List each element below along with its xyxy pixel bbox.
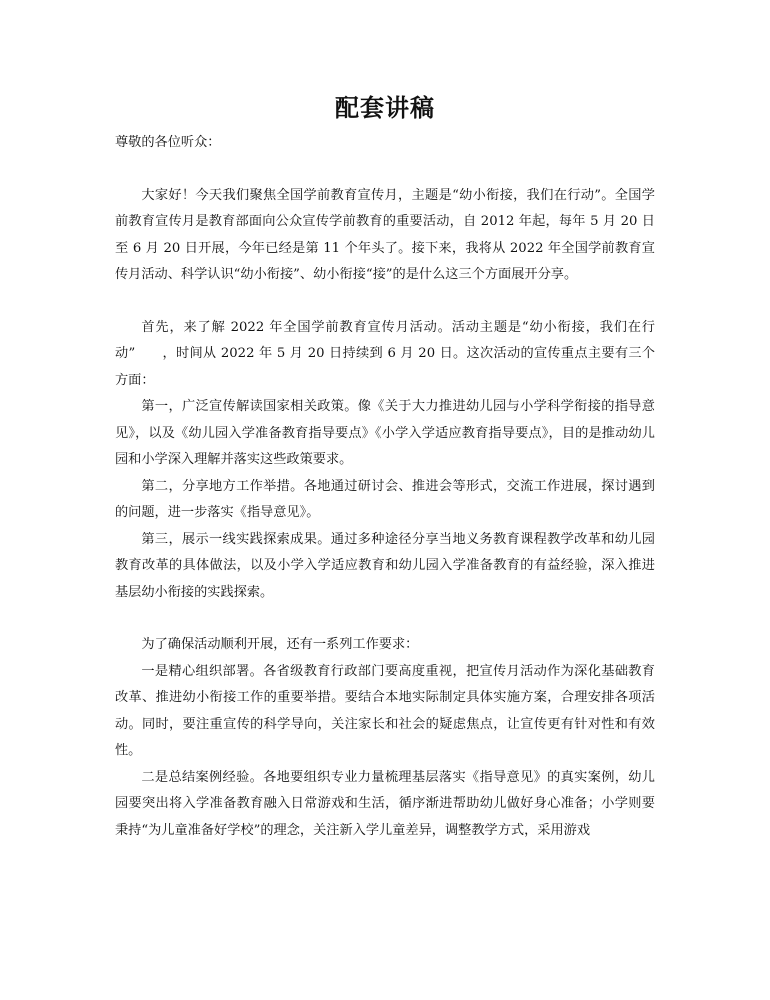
- document-title: 配套讲稿: [335, 93, 435, 122]
- spacer: [115, 157, 655, 183]
- paragraph: 第三，展示一线实践探索成果。通过多种途径分享当地义务教育课程教学改革和幼儿园教育改革的具体做法，以及小学入学适应教育和幼儿园入学准备教育的有益经验，深入推进基层幼小衔接的实践探索。: [115, 531, 655, 600]
- paragraph: 大家好！今天我们聚焦全国学前教育宣传月，主题是“幼小衔接，我们在行动”。全国学前教育宣传月是教育部面向公众宣传学前教育的重要活动，自 2012 年起，每年 5 月 20 日至 6 月 20 日开展，今年已经是第 11 个年头了。接下来，我将从 2022 年全国学前教育宣传月活动、科学认识“幼小衔接”、幼小衔接“接”的是什么这三个方面展开分享。: [115, 187, 655, 282]
- paragraph: 为了确保活动顺利开展，还有一系列工作要求：: [141, 637, 419, 652]
- paragraph: 首先，来了解 2022 年全国学前教育宣传月活动。活动主题是“幼小衔接，我们在行动” ，时间从 2022 年 5 月 20 日持续到 6 月 20 日。这次活动的宣传重点主要有三个方面：: [115, 319, 655, 388]
- paragraph: 一是精心组织部署。各省级教育行政部门要高度重视，把宣传月活动作为深化基础教育改革、推进幼小衔接工作的重要举措。要结合本地实际制定具体实施方案，合理安排各项活动。同时，要注重宣传的科学导向，关注家长和社会的疑虑焦点，让宣传更有针对性和有效性。: [115, 663, 655, 758]
- salutation: 尊敬的各位听众：: [115, 135, 221, 150]
- spacer: [115, 606, 655, 632]
- document-body: [115, 130, 655, 844]
- paragraph: 第一，广泛宣传解读国家相关政策。像《关于大力推进幼儿园与小学科学衔接的指导意见》，以及《幼儿园入学准备教育指导要点》《小学入学适应教育指导要点》，目的是推动幼儿园和小学深入理解并落实这些政策要求。: [115, 399, 655, 467]
- paragraph: 二是总结案例经验。各地要组织专业力量梳理基层落实《指导意见》的真实案例，幼儿园要突出将入学准备教育融入日常游戏和生活，循序渐进帮助幼儿做好身心准备；小学则要秉持“为儿童准备好学校”的理念，关注新入学儿童差异，调整教学方式，采用游戏: [115, 769, 655, 838]
- paragraph: 第二，分享地方工作举措。各地通过研讨会、推进会等形式，交流工作进展，探讨遇到的问题，进一步落实《指导意见》。: [115, 478, 655, 520]
- spacer: [115, 289, 655, 315]
